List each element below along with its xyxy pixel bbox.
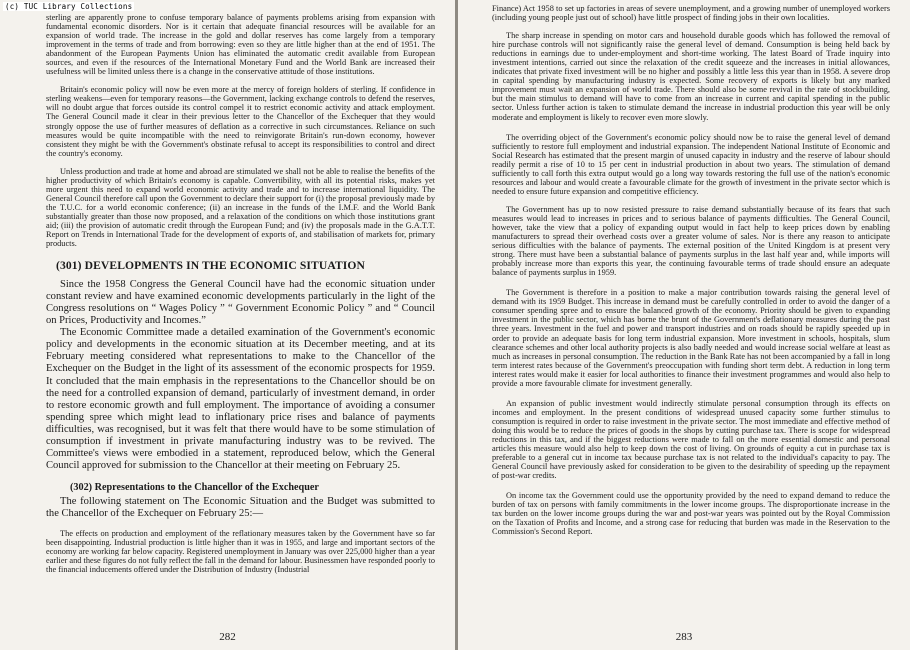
left-para-1: sterling are apparently prone to confuse temporary balance of payments problems arising from expansion with fundamental economic disorders. Nor is it certain that adequate financial resources will be available for an expansion of world trade. The increase in the gold and dollar reserves has come largely from a temporary improvement in the terms of trade and from borrowing: even so they are little higher than at the end of 1951. The abandonment of the European Payments Union has eliminated the automatic credit available from European sources, and even if the resources of the International Monetary Fund and the World Bank are increased their usefulness will be limited unless there is a change in the conservative attitude of those institutions.: [46, 13, 435, 77]
page-number-right: 283: [675, 631, 693, 643]
left-para-4: Since the 1958 Congress the General Council have had the economic situation under constant review and have examined economic developments particularly in the light of the Congress resolutions on “ Wages Policy ” “ Government Economic Policy ” and “ Council on Prices, Productivity and Incomes.”: [46, 279, 435, 327]
left-statement-intro: [46, 496, 435, 520]
right-para-5: The Government is therefore in a position to make a major contribution towards raising the general level of demand with its 1959 Budget. This increase in demand must be carefully controlled in order to avoid the danger of a consumer spending spree and to ensure the balanced growth of the economy. Priority should be given to expanding investment in the public sector, which has borne the brunt of the Government's deflationary measures during the past three years. Investment in the fuel and power and transport industries and on roads should be rapidly speeded up in order to provide an adequate basis for long term industrial expansion. More investment in schools, hospitals, slum clearance schemes and other local authority projects is also badly needed and would increase social welfare at least as much as increases in personal consumption. The reduction in the Bank Rate has not been accompanied by a fall in long term interest rates because of the Government's preoccupation with funding short term debt. A reduction in long term interest rates would make it easier for local authorities to finance their investment programmes and would also help to provide a more favourable climate for investment generally.: [492, 288, 890, 388]
right-para-3: The overriding object of the Government's economic policy should now be to raise the general level of demand sufficiently to restore full employment and industrial expansion. The independent National Institute of Economic and Social Research has estimated that the present margin of unused capacity in industry and the reserve of labour should readily permit a rise of 10 to 15 per cent in industrial production in about two years. The stimulation of demand sufficiently to call forth this extra output would go a long way towards restoring the full use of the nation's economic resources and labour and would create a favourable climate for the growth of investment in the private sector which is needed to ensure future expansion and competitive efficiency.: [492, 132, 890, 196]
page-number-left: 282: [219, 631, 236, 643]
left-para-3: Unless production and trade at home and abroad are stimulated we shall not be able to realise the benefits of the higher productivity of which Britain's economy is capable. Convertibility, with all its potential risks, makes yet more urgent this need to expand world economic activity and trade and to increase international liquidity. The General Council therefore call upon the Government to declare their support for (i) the proposal previously made by the T.U.C. for a world economic conference; (ii) an increase in the funds of the I.M.F. and the World Bank substantially greater than those now proposed, and a relaxation of the conditions on which those institutions grant aid; (iii) the provision of automatic credit through the European Fund; and (iv) the proposals made in the G.A.T.T. Report on Trends in International Trade for the development of exports of, and stabilisation of markets for, primary products.: [46, 166, 435, 249]
right-para-1: Finance) Act 1958 to set up factories in areas of severe unemployment, and a growing number of unemployed workers (including young people just out of school) have little prospect of finding jobs in their own localities.: [492, 4, 890, 23]
left-mid-text: [46, 279, 435, 472]
right-para-4: The Government has up to now resisted pressure to raise demand substantially because of its fears that such measures would lead to increases in prices and to serious balance of payments difficulties. The General Council, however, take the view that a policy of expanding output would in fact help to keep prices down by enabling manufacturers to spread their overhead costs over a greater volume of sales. Nor is there any reason to anticipate serious difficulties with the balance of payments. The external position of the United Kingdom is at present very strong. There must have been a substantial balance of payments surplus in the last half year and, while imports will probably increase more than exports this year, the continuing favourable terms of trade should ensure an adequate balance of payments surplus in 1959.: [492, 204, 890, 278]
left-top-text: [46, 13, 435, 248]
section-heading-302: (302) Representations to the Chancellor of the Exchequer: [70, 481, 319, 493]
left-bottom-text: [46, 529, 435, 574]
left-para-5: The Economic Committee made a detailed examination of the Government's economic policy and developments in the economic situation at its December meeting, and at its February meeting considered what representations to make to the Chancellor of the Exchequer on the Budget in the light of its assessment of the economic prospects for 1959. It concluded that the main emphasis in the representations to the Chancellor should be on the need for a controlled expansion of demand, particularly of investment demand, in order to restore economic growth and full employment. The importance of avoiding a consumer spending spree which might lead to inflationary price rises and balance of payments difficulties, was recognised, but it was felt that there would have to be some stimulation of consumption if investment in private manufacturing industry was to be revived. The Committee's views were embodied in a statement, reproduced below, which the General Council approved for submission to the Chancellor at their meeting on February 25.: [46, 327, 435, 471]
left-para-6: The following statement on The Economic Situation and the Budget was submitted to the Chancellor of the Exchequer on February 25:—: [46, 495, 435, 519]
copyright-label: (c) TUC Library Collections: [5, 2, 133, 11]
left-para-2: Britain's economic policy will now be even more at the mercy of foreign holders of sterling. If confidence in sterling weakens—even for temporary reasons—the Government, lacking exchange controls to defend the reserves, will no doubt argue that forces outside its control compel it to restrict economic activity and attack employment. The General Council made it clear in their previous letter to the Chancellor of the Exchequer that they would strongly oppose the use of further measures of deflation as a corrective in such circumstances. Reliance on such measures would be quite incompatible with the need to reinvigorate Britain's run-down economy, however consistent they might be with the Government's obstinate refusal to accept its responsibilities to control and direct the country's economy.: [46, 85, 435, 158]
right-para-2: The sharp increase in spending on motor cars and household durable goods which has followed the removal of hire purchase controls will not significantly raise the general level of demand. Consumption is being held back by reductions in earnings due to under-employment and short-time working. The latest Board of Trade inquiry into investment intentions, carried out since the relaxation of the credit squeeze and the increases in initial allowances, indicates that private fixed investment will be no higher and possibly a little less this year than in 1958. A severe drop in capital spending by manufacturing industry is expected. Some recovery of exports is likely but any marked improvement must wait an expansion of world trade. There should also be some revival in the rate of stockbuilding, but the main stimulus to demand will have to come from an increase in current and capital spending in the public sector. Unless further action is taken to stimulate demand the increase in industrial production this year will be only moderate and employment is likely to recover even more slowly.: [492, 31, 890, 122]
right-text: [492, 4, 890, 536]
left-para-7: The effects on production and employment of the reflationary measures taken by the Government have so far been disappointing. Industrial production is little higher than it was in 1955, and large and important sectors of the economy are working far below capacity. Registered unemployment in January was over 225,000 higher than a year earlier and these figures do not fully reflect the fall in the demand for labour. Businessmen have responded poorly to the financial inducements offered under the Distribution of Industry (Industrial: [46, 528, 435, 575]
right-para-6: An expansion of public investment would indirectly stimulate personal consumption through its effects on incomes and employment. In the present conditions of widespread unused capacity some further stimulus to consumption is required in order to raise investment in the private sector. The most immediate and effective method of doing this would be to reduce the prices of goods in the shops by cutting purchase tax. There is scope for widespread reductions in this tax, and if the biggest reductions were made to fall on the more essential domestic and personal articles this measure would also help to keep down the cost of living. On grounds of equity a cut in purchase tax is preferable to a general cut in income tax because purchase tax is not related to the individual's capacity to pay. The General Council have previously asked for consideration to be given to the desirability of speeding up the repayment of post-war credits.: [492, 398, 890, 481]
right-para-7: On income tax the Government could use the opportunity provided by the need to expand demand to reduce the burden of tax on persons with family commitments in the lower income groups. The disproportionate increase in the tax burden on the lower income groups during the war and post-war years was pointed out by the Royal Commission on the Taxation of Profits and Income, and a strong case for reducing that burden was made in the Reservation to the Commission's Second Report.: [492, 491, 890, 537]
section-heading-301: (301) DEVELOPMENTS IN THE ECONOMIC SITUATION: [56, 259, 365, 273]
right-page: [458, 0, 910, 650]
